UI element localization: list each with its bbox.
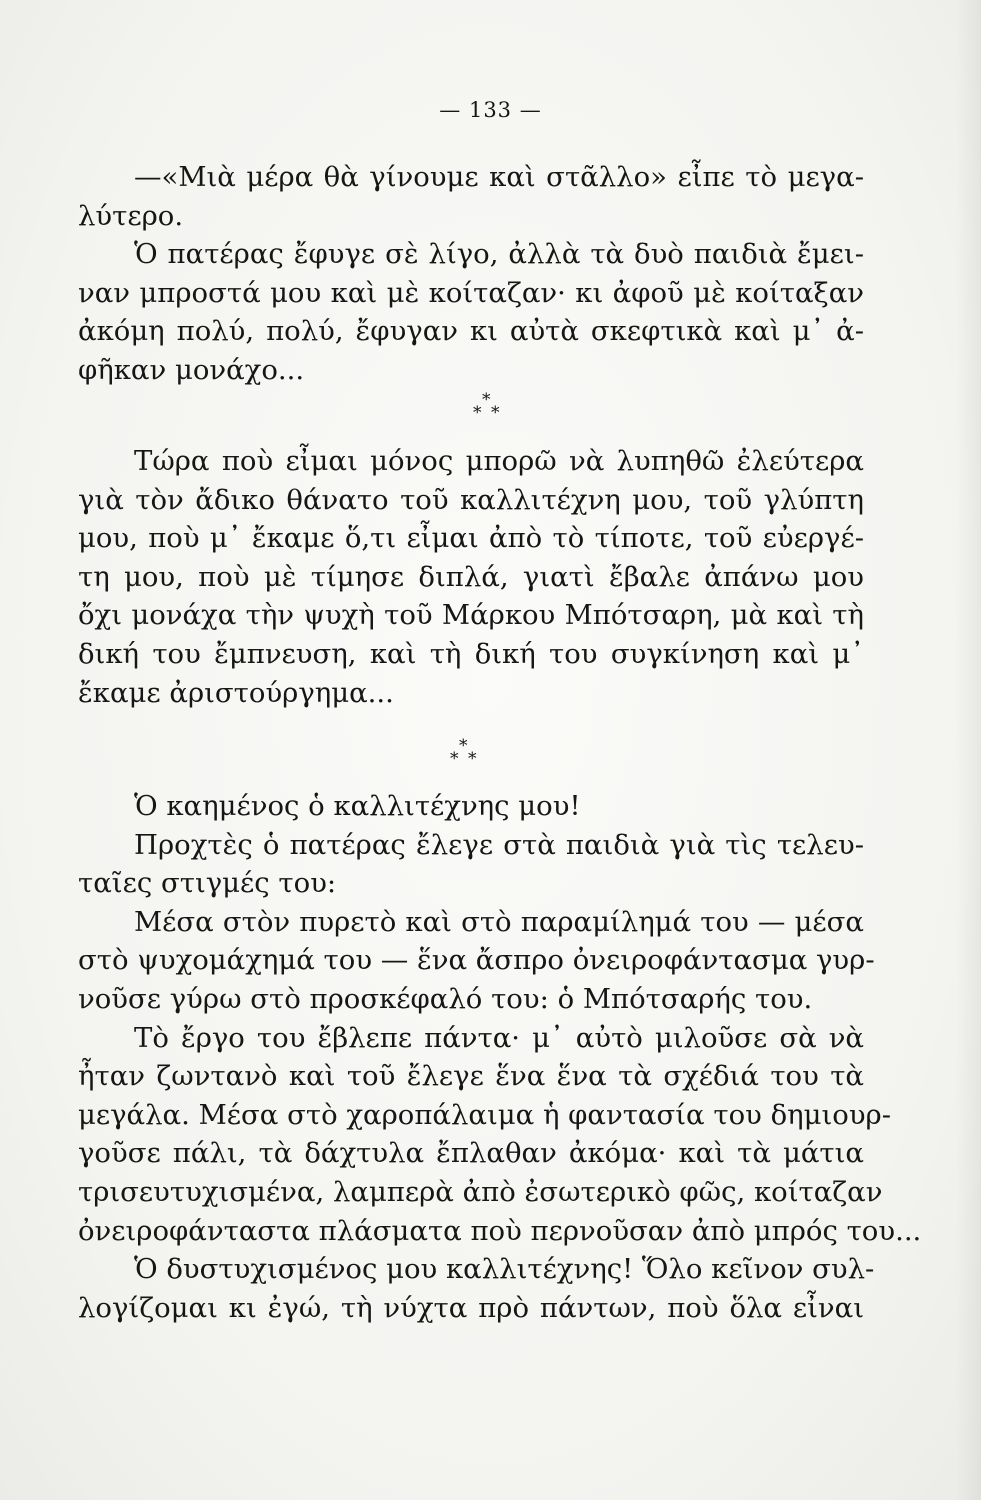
- asterisk-mark: *: [473, 403, 482, 423]
- text-section-b: [78, 442, 864, 712]
- asterisk-mark: *: [450, 749, 459, 769]
- text-line: Προχτὲς ὁ πατέρας ἔλεγε στὰ παιδιὰ γιὰ τὶς τελευ-: [134, 828, 864, 861]
- text-line: γοῦσε πάλι, τὰ δάχτυλα ἔπλαθαν ἀκόμα· καὶ τὰ μάτια: [78, 1137, 864, 1170]
- text-line: ἦταν ζωντανὸ καὶ τοῦ ἔλεγε ἕνα ἕνα τὰ σχέδιά του τὰ: [78, 1060, 864, 1093]
- text-line: Ὁ δυστυχισμένος μου καλλιτέχνης! Ὅλο κεῖνον συλ-: [134, 1253, 875, 1286]
- text-line: ναν μπροστά μου καὶ μὲ κοίταζαν· κι ἀφοῦ μὲ κοίταξαν: [78, 276, 864, 309]
- text-line: δική του ἔμπνευση, καὶ τὴ δική του συγκίνηση καὶ μ᾽: [78, 637, 864, 670]
- text-line: Τὸ ἔργο του ἔβλεπε πάντα· μ᾽ αὐτὸ μιλοῦσε σὰ νὰ: [134, 1021, 864, 1054]
- text-line: Τώρα ποὺ εἶμαι μόνος μπορῶ νὰ λυπηθῶ ἐλεύτερα: [134, 445, 864, 477]
- text-line: στὸ ψυχομάχημά του — ἕνα ἄσπρο ὀνειροφάντασμα γυρ-: [78, 944, 875, 977]
- text-section-a: [78, 158, 864, 390]
- text-line: λύτερο.: [78, 199, 184, 232]
- page-number: — 133 —: [439, 98, 542, 122]
- text-line: νοῦσε γύρω στὸ προσκέφαλό του: ὁ Μπότσαρής του.: [78, 982, 813, 1015]
- text-line: λογίζομαι κι ἐγώ, τὴ νύχτα πρὸ πάντων, ποὺ ὅλα εἶναι: [78, 1291, 864, 1324]
- text-line: —«Μιὰ μέρα θὰ γίνουμε καὶ στᾶλλο» εἶπε τὸ μεγα-: [134, 161, 864, 193]
- text-line: ὄχι μονάχα τὴν ψυχὴ τοῦ Μάρκου Μπότσαρη, μὰ καὶ τὴ: [78, 599, 864, 632]
- text-line: τη μου, ποὺ μὲ τίμησε διπλά, γιατὶ ἔβαλε ἀπάνω μου: [78, 560, 864, 593]
- text-line: ταῖες στιγμές του:: [78, 867, 337, 900]
- text-line: Ὁ καημένος ὁ καλλιτέχνης μου!: [134, 790, 581, 822]
- asterisk-mark: *: [482, 390, 491, 410]
- text-line: μου, ποὺ μ᾽ ἔκαμε ὅ,τι εἶμαι ἀπὸ τὸ τίποτε, τοῦ εὐεργέ-: [78, 522, 864, 555]
- text-line: Ὁ πατέρας ἔφυγε σὲ λίγο, ἀλλὰ τὰ δυὸ παιδιὰ ἔμει-: [134, 238, 864, 271]
- text-line: ἀκόμη πολύ, πολύ, ἔφυγαν κι αὐτὰ σκεφτικὰ καὶ μ᾽ ἀ-: [78, 315, 864, 348]
- text-line: φῆκαν μονάχο...: [78, 353, 305, 386]
- text-line: ἔκαμε ἀριστούργημα...: [78, 676, 394, 709]
- text-line: τρισευτυχισμένα, λαμπερὰ ἀπὸ ἐσωτερικὸ φῶς, κοίταζαν: [78, 1175, 883, 1208]
- asterisk-mark: *: [491, 403, 500, 423]
- text-line: ὀνειροφάνταστα πλάσματα ποὺ περνοῦσαν ἀπὸ μπρός του...: [78, 1214, 922, 1247]
- text-line: γιὰ τὸν ἄδικο θάνατο τοῦ καλλιτέχνη μου, τοῦ γλύπτη: [78, 483, 864, 516]
- asterisk-mark: *: [468, 749, 477, 769]
- text-line: Μέσα στὸν πυρετὸ καὶ στὸ παραμίλημά του — μέσα: [134, 905, 864, 938]
- section-divider-asterism: [0, 392, 981, 428]
- text-section-c: [78, 787, 922, 1327]
- asterisk-mark: *: [459, 736, 468, 756]
- text-line: μεγάλα. Μέσα στὸ χαροπάλαιμα ἡ φαντασία του δημιουρ-: [78, 1098, 892, 1131]
- section-divider-asterism: [0, 738, 981, 774]
